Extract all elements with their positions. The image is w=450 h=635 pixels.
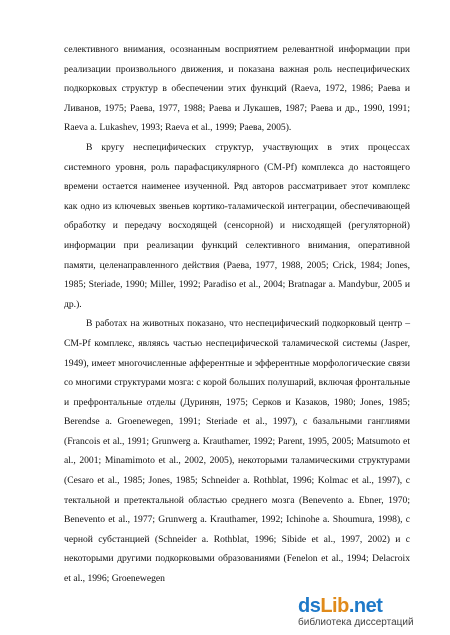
watermark-logo-net: .net (348, 595, 383, 617)
body-text (64, 40, 410, 589)
watermark-logo-ds: ds (298, 595, 321, 617)
paragraph-2: В кругу неспецифических структур, участвующих в этих процессах системного уровня, роль парафасцикулярного (CM-Pf) комплекса до настоящего времени остается наименее изученной. Ряд авторов рассматривает этот комплекс как одно из ключевых звеньев кортико-таламической интеграции, обеспечивающей обработку и передачу восходящей (сенсорной) и нисходящей (регуляторной) информации при реализации функций селективного внимания, оперативной памяти, целенаправленного действия (Раева, 1977, 1988, 2005; Crick, 1984; Jones, 1985; Steriade, 1990; Miller, 1992; Paradiso et al., 2004; Bratnagar a. Mandybur, 2005 и др.). (64, 141, 410, 310)
paragraph-1: селективного внимания, осознанным восприятием релевантной информации при реализации произвольного движения, и показана важная роль неспецифических подкорковых структур в обеспечении этих функций (Raeva, 1972, 1986; Раева и Ливанов, 1975; Раева, 1977, 1988; Раева и Лукашев, 1987; Раева и др., 1990, 1991; Raeva a. Lukashev, 1993; Raeva et al., 1999; Раева, 2005). (64, 44, 410, 134)
watermark-logo (298, 595, 382, 618)
watermark-tagline: библиотека диссертаций (298, 617, 414, 628)
paragraph-3: В работах на животных показано, что неспецифический подкорковый центр – CM-Pf комплекс, являясь частью неспецифической таламической системы (Jasper, 1949), имеет многочисленные афферентные и эфферентные морфологические связи со многими структурами мозга: с корой больших полушарий, включая фронтальные и префронтальные отделы (Дуринян, 1975; Серков и Казаков, 1980; Jones, 1985; Berendse a. Groenewegen, 1991; Steriade et al., 1997), с базальными ганглиями (Francois et al., 1991; Grunwerg a. Krauthamer, 1992; Parent, 1995, 2005; Matsumoto et al., 2001; Minamimoto et al., 2002, 2005), некоторыми таламическими структурами (Cesaro et al., 1985; Jones, 1985; Schneider a. Rothblat, 1996; Kolmac et al., 1997), с тектальной и претектальной областью среднего мозга (Benevento a. Ebner, 1970; Benevento et al., 1977; Grunwerg a. Krauthamer, 1992; Ichinohe a. Shoumura, 1998), с черной субстанцией (Schneider a. Rothblat, 1996; Sibide et al., 1997, 2002) и с некоторыми другими подкорковыми образованиями (Fenelon et al., 1994; Delacroix et al., 1996; Groenewegen (64, 318, 410, 585)
watermark-logo-lib: Lib (320, 595, 349, 617)
watermark (292, 595, 442, 629)
